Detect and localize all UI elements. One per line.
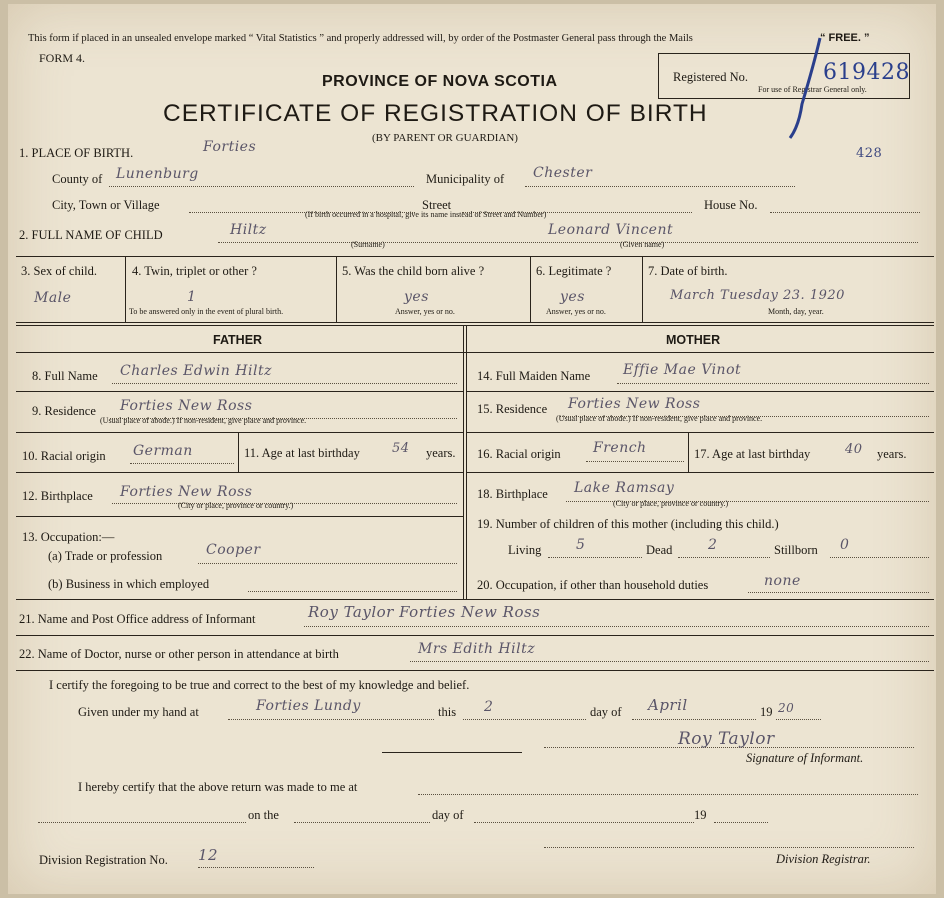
birth-certificate <box>8 4 936 894</box>
father-residence-label: 9. Residence <box>32 404 96 418</box>
date-of-birth-label: 7. Date of birth. <box>648 264 728 278</box>
corner-mark: 428 <box>856 146 883 161</box>
father-birthplace-value: Forties New Ross <box>120 484 253 500</box>
surname-note: (Surname) <box>351 240 385 249</box>
children-count-label: 19. Number of children of this mother (including this child.) <box>477 517 779 531</box>
dead-value: 2 <box>708 537 718 553</box>
born-alive-value: yes <box>404 289 429 305</box>
mother-age-value: 40 <box>845 442 863 457</box>
certify-statement: I certify the foregoing to be true and correct to the best of my knowledge and belief. <box>49 678 470 692</box>
mother-race-label: 16. Racial origin <box>477 447 561 461</box>
sex-value: Male <box>34 290 72 306</box>
given-year-value: 20 <box>778 701 795 715</box>
father-age-value: 54 <box>392 441 410 456</box>
date-of-birth-value: March Tuesday 23. 1920 <box>670 288 845 303</box>
mother-birthplace-value: Lake Ramsay <box>574 480 675 496</box>
registered-label: Registered No. <box>673 70 748 84</box>
county-value: Lunenburg <box>116 166 199 182</box>
registered-number: 619428 <box>823 60 910 85</box>
mother-years: years. <box>877 447 907 461</box>
free-label: “ FREE. ” <box>820 32 870 44</box>
this-label: this <box>438 705 457 719</box>
father-residence-value: Forties New Ross <box>120 398 253 414</box>
given-month-value: April <box>648 696 688 714</box>
father-heading: FATHER <box>213 333 263 347</box>
signature-label: Signature of Informant. <box>746 751 864 765</box>
stillborn-label: Stillborn <box>774 543 818 557</box>
born-alive-label: 5. Was the child born alive ? <box>342 264 485 278</box>
living-value: 5 <box>576 537 586 553</box>
province-heading: PROVINCE OF NOVA SCOTIA <box>322 73 558 90</box>
day-of-label: day of <box>590 705 622 719</box>
legitimate-note: Answer, yes or no. <box>546 307 606 316</box>
sex-label: 3. Sex of child. <box>21 264 98 278</box>
occupation-label: 13. Occupation:— <box>22 530 115 544</box>
page-subtitle: (BY PARENT OR GUARDIAN) <box>372 132 518 144</box>
father-name-value: Charles Edwin Hiltz <box>120 363 272 379</box>
legitimate-value: yes <box>560 289 585 305</box>
mother-abode-note: (Usual place of abode.) If non-resident, give place and province. <box>556 414 763 423</box>
legitimate-label: 6. Legitimate ? <box>536 264 612 278</box>
city-label: City, Town or Village <box>52 198 160 212</box>
mother-name-label: 14. Full Maiden Name <box>477 369 591 383</box>
registrar-day-of-label: day of <box>432 808 464 822</box>
form-number: FORM 4. <box>39 51 86 65</box>
trade-value: Cooper <box>206 542 261 558</box>
child-surname-value: Hiltz <box>230 222 267 238</box>
seal-line <box>382 752 522 753</box>
trade-label: (a) Trade or profession <box>48 549 163 563</box>
check-mark-icon <box>778 34 828 144</box>
registrar-general-note: For use of Registrar General only. <box>758 85 867 94</box>
street-label: Street <box>422 198 452 212</box>
father-race-label: 10. Racial origin <box>22 449 106 463</box>
on-the-label: on the <box>248 808 279 822</box>
born-alive-note: Answer, yes or no. <box>395 307 455 316</box>
date-of-birth-note: Month, day, year. <box>768 307 824 316</box>
given-name-note: (Given name) <box>620 240 665 249</box>
informant-signature: Roy Taylor <box>678 729 775 749</box>
division-registration-label: Division Registration No. <box>39 853 168 867</box>
twin-note: To be answered only in the event of plural birth. <box>129 307 284 316</box>
dead-label: Dead <box>646 543 673 557</box>
mother-heading: MOTHER <box>666 333 721 347</box>
stillborn-value: 0 <box>840 537 850 553</box>
division-registration-number: 12 <box>198 846 219 864</box>
municipality-label: Municipality of <box>426 172 505 186</box>
mother-birthplace-label: 18. Birthplace <box>477 487 548 501</box>
father-abode-note: (Usual place of abode.) If non-resident, give place and province. <box>100 416 307 425</box>
father-name-label: 8. Full Name <box>32 369 98 383</box>
given-under-label: Given under my hand at <box>78 705 199 719</box>
page-title: CERTIFICATE OF REGISTRATION OF BIRTH <box>163 100 708 127</box>
mother-residence-label: 15. Residence <box>477 402 548 416</box>
mother-age-label: 17. Age at last birthday <box>694 447 811 461</box>
attendant-label: 22. Name of Doctor, nurse or other person in attendance at birth <box>19 647 339 661</box>
living-label: Living <box>508 543 542 557</box>
municipality-value: Chester <box>533 165 593 181</box>
house-no-label: House No. <box>704 198 758 212</box>
mother-name-value: Effie Mae Vinot <box>623 362 742 378</box>
mother-occupation-value: none <box>764 573 801 589</box>
father-age-label: 11. Age at last birthday <box>244 446 360 460</box>
registrar-year-prefix: 19 <box>694 808 707 822</box>
father-years: years. <box>426 446 456 460</box>
given-place-value: Forties Lundy <box>256 698 361 714</box>
father-race-value: German <box>133 443 193 459</box>
division-registrar-label: Division Registrar. <box>776 852 871 866</box>
hospital-note: (If birth occurred in a hospital, give its name instead of Street and Number) <box>305 210 547 219</box>
twin-value: 1 <box>187 289 197 305</box>
place-of-birth-value: Forties <box>203 139 257 155</box>
father-birthplace-label: 12. Birthplace <box>22 489 93 503</box>
father-birthplace-note: (City or place, province or country.) <box>178 501 294 510</box>
mailing-notice: This form if placed in an unsealed envelope marked “ Vital Statistics ” and properly addressed will, by order of the Postmaster General pass through the Mails <box>28 33 693 44</box>
year-prefix: 19 <box>760 705 773 719</box>
business-label: (b) Business in which employed <box>48 577 210 591</box>
county-label: County of <box>52 172 103 186</box>
child-given-name-value: Leonard Vincent <box>548 222 674 238</box>
mother-race-value: French <box>593 440 647 456</box>
mother-birthplace-note: (City or place, province or country.) <box>613 499 729 508</box>
attendant-value: Mrs Edith Hiltz <box>418 641 536 657</box>
child-name-label: 2. FULL NAME OF CHILD <box>19 228 163 242</box>
twin-label: 4. Twin, triplet or other ? <box>132 264 257 278</box>
informant-value: Roy Taylor Forties New Ross <box>308 603 541 621</box>
mother-residence-value: Forties New Ross <box>568 396 701 412</box>
place-of-birth-label: 1. PLACE OF BIRTH. <box>19 146 134 160</box>
given-day-value: 2 <box>484 699 494 715</box>
registrar-certify: I hereby certify that the above return was made to me at <box>78 780 358 794</box>
informant-label: 21. Name and Post Office address of Informant <box>19 612 256 626</box>
mother-occupation-label: 20. Occupation, if other than household duties <box>477 578 709 592</box>
